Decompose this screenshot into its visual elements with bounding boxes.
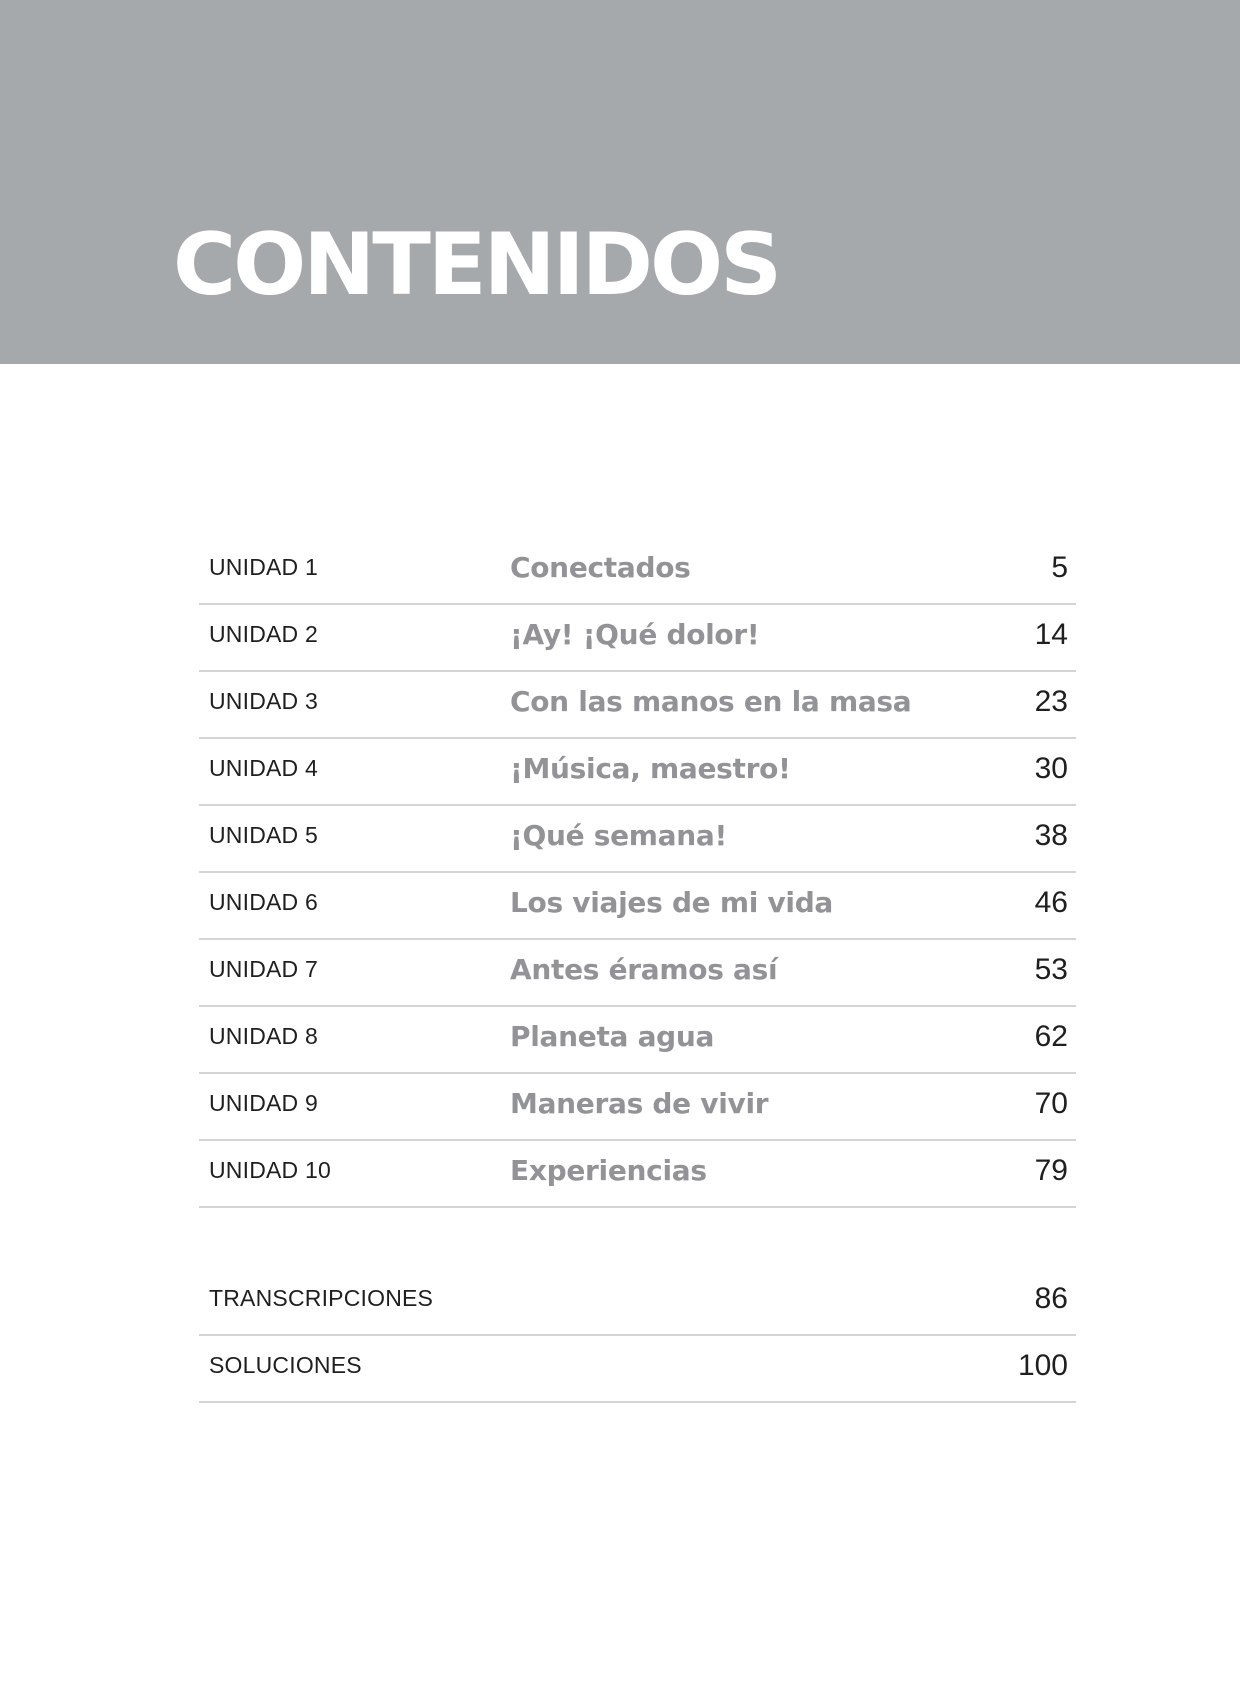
toc-page-number: 30 xyxy=(1034,752,1068,785)
toc-unit-label: UNIDAD 6 xyxy=(209,889,318,915)
toc-unit-title: Maneras de vivir xyxy=(510,1087,769,1120)
toc-unit-title: Los viajes de mi vida xyxy=(510,886,834,919)
toc-page-number: 70 xyxy=(1034,1087,1068,1120)
toc-unit-label: UNIDAD 10 xyxy=(209,1157,331,1183)
toc-row-unit-6[interactable] xyxy=(199,873,1076,940)
toc-row-unit-2[interactable] xyxy=(199,605,1076,672)
toc-row-soluciones[interactable] xyxy=(199,1336,1076,1403)
toc-unit-label: UNIDAD 3 xyxy=(209,688,318,714)
toc-page-number: 86 xyxy=(1034,1282,1068,1315)
toc-row-unit-7[interactable] xyxy=(199,940,1076,1007)
toc-row-unit-4[interactable] xyxy=(199,739,1076,806)
toc-row-unit-5[interactable] xyxy=(199,806,1076,873)
toc-unit-label: UNIDAD 4 xyxy=(209,755,318,781)
toc-unit-label: UNIDAD 7 xyxy=(209,956,318,982)
toc-row-transcripciones[interactable] xyxy=(199,1269,1076,1336)
appendix-list xyxy=(199,1269,1076,1403)
page-title: CONTENIDOS xyxy=(173,215,780,315)
toc-unit-title: Planeta agua xyxy=(510,1020,715,1053)
toc-unit-title: Con las manos en la masa xyxy=(510,685,912,718)
toc-unit-title: ¡Música, maestro! xyxy=(510,752,791,785)
toc-unit-title: ¡Qué semana! xyxy=(510,819,727,852)
table-of-contents xyxy=(199,538,1076,1208)
toc-page-number: 46 xyxy=(1034,886,1068,919)
toc-row-unit-10[interactable] xyxy=(199,1141,1076,1208)
toc-page-number: 38 xyxy=(1034,819,1068,852)
toc-unit-label: UNIDAD 9 xyxy=(209,1090,318,1116)
toc-page-number: 5 xyxy=(1051,551,1068,584)
appendix-label: TRANSCRIPCIONES xyxy=(209,1285,434,1311)
toc-page-number: 79 xyxy=(1034,1154,1068,1187)
toc-row-unit-3[interactable] xyxy=(199,672,1076,739)
toc-unit-title: Conectados xyxy=(510,551,691,584)
toc-row-unit-1[interactable] xyxy=(199,538,1076,605)
toc-row-unit-8[interactable] xyxy=(199,1007,1076,1074)
toc-unit-title: ¡Ay! ¡Qué dolor! xyxy=(510,618,760,651)
toc-unit-label: UNIDAD 2 xyxy=(209,621,318,647)
toc-page-number: 62 xyxy=(1034,1020,1068,1053)
appendix-label: SOLUCIONES xyxy=(209,1352,362,1378)
toc-unit-title: Experiencias xyxy=(510,1154,707,1187)
toc-page-number: 53 xyxy=(1034,953,1068,986)
toc-unit-label: UNIDAD 5 xyxy=(209,822,318,848)
toc-unit-title: Antes éramos así xyxy=(510,953,778,986)
toc-page-number: 23 xyxy=(1034,685,1068,718)
toc-unit-label: UNIDAD 1 xyxy=(209,554,318,580)
toc-page-number: 100 xyxy=(1017,1349,1068,1382)
toc-unit-label: UNIDAD 8 xyxy=(209,1023,318,1049)
toc-row-unit-9[interactable] xyxy=(199,1074,1076,1141)
toc-page-number: 14 xyxy=(1034,618,1068,651)
header-band xyxy=(0,0,1240,364)
